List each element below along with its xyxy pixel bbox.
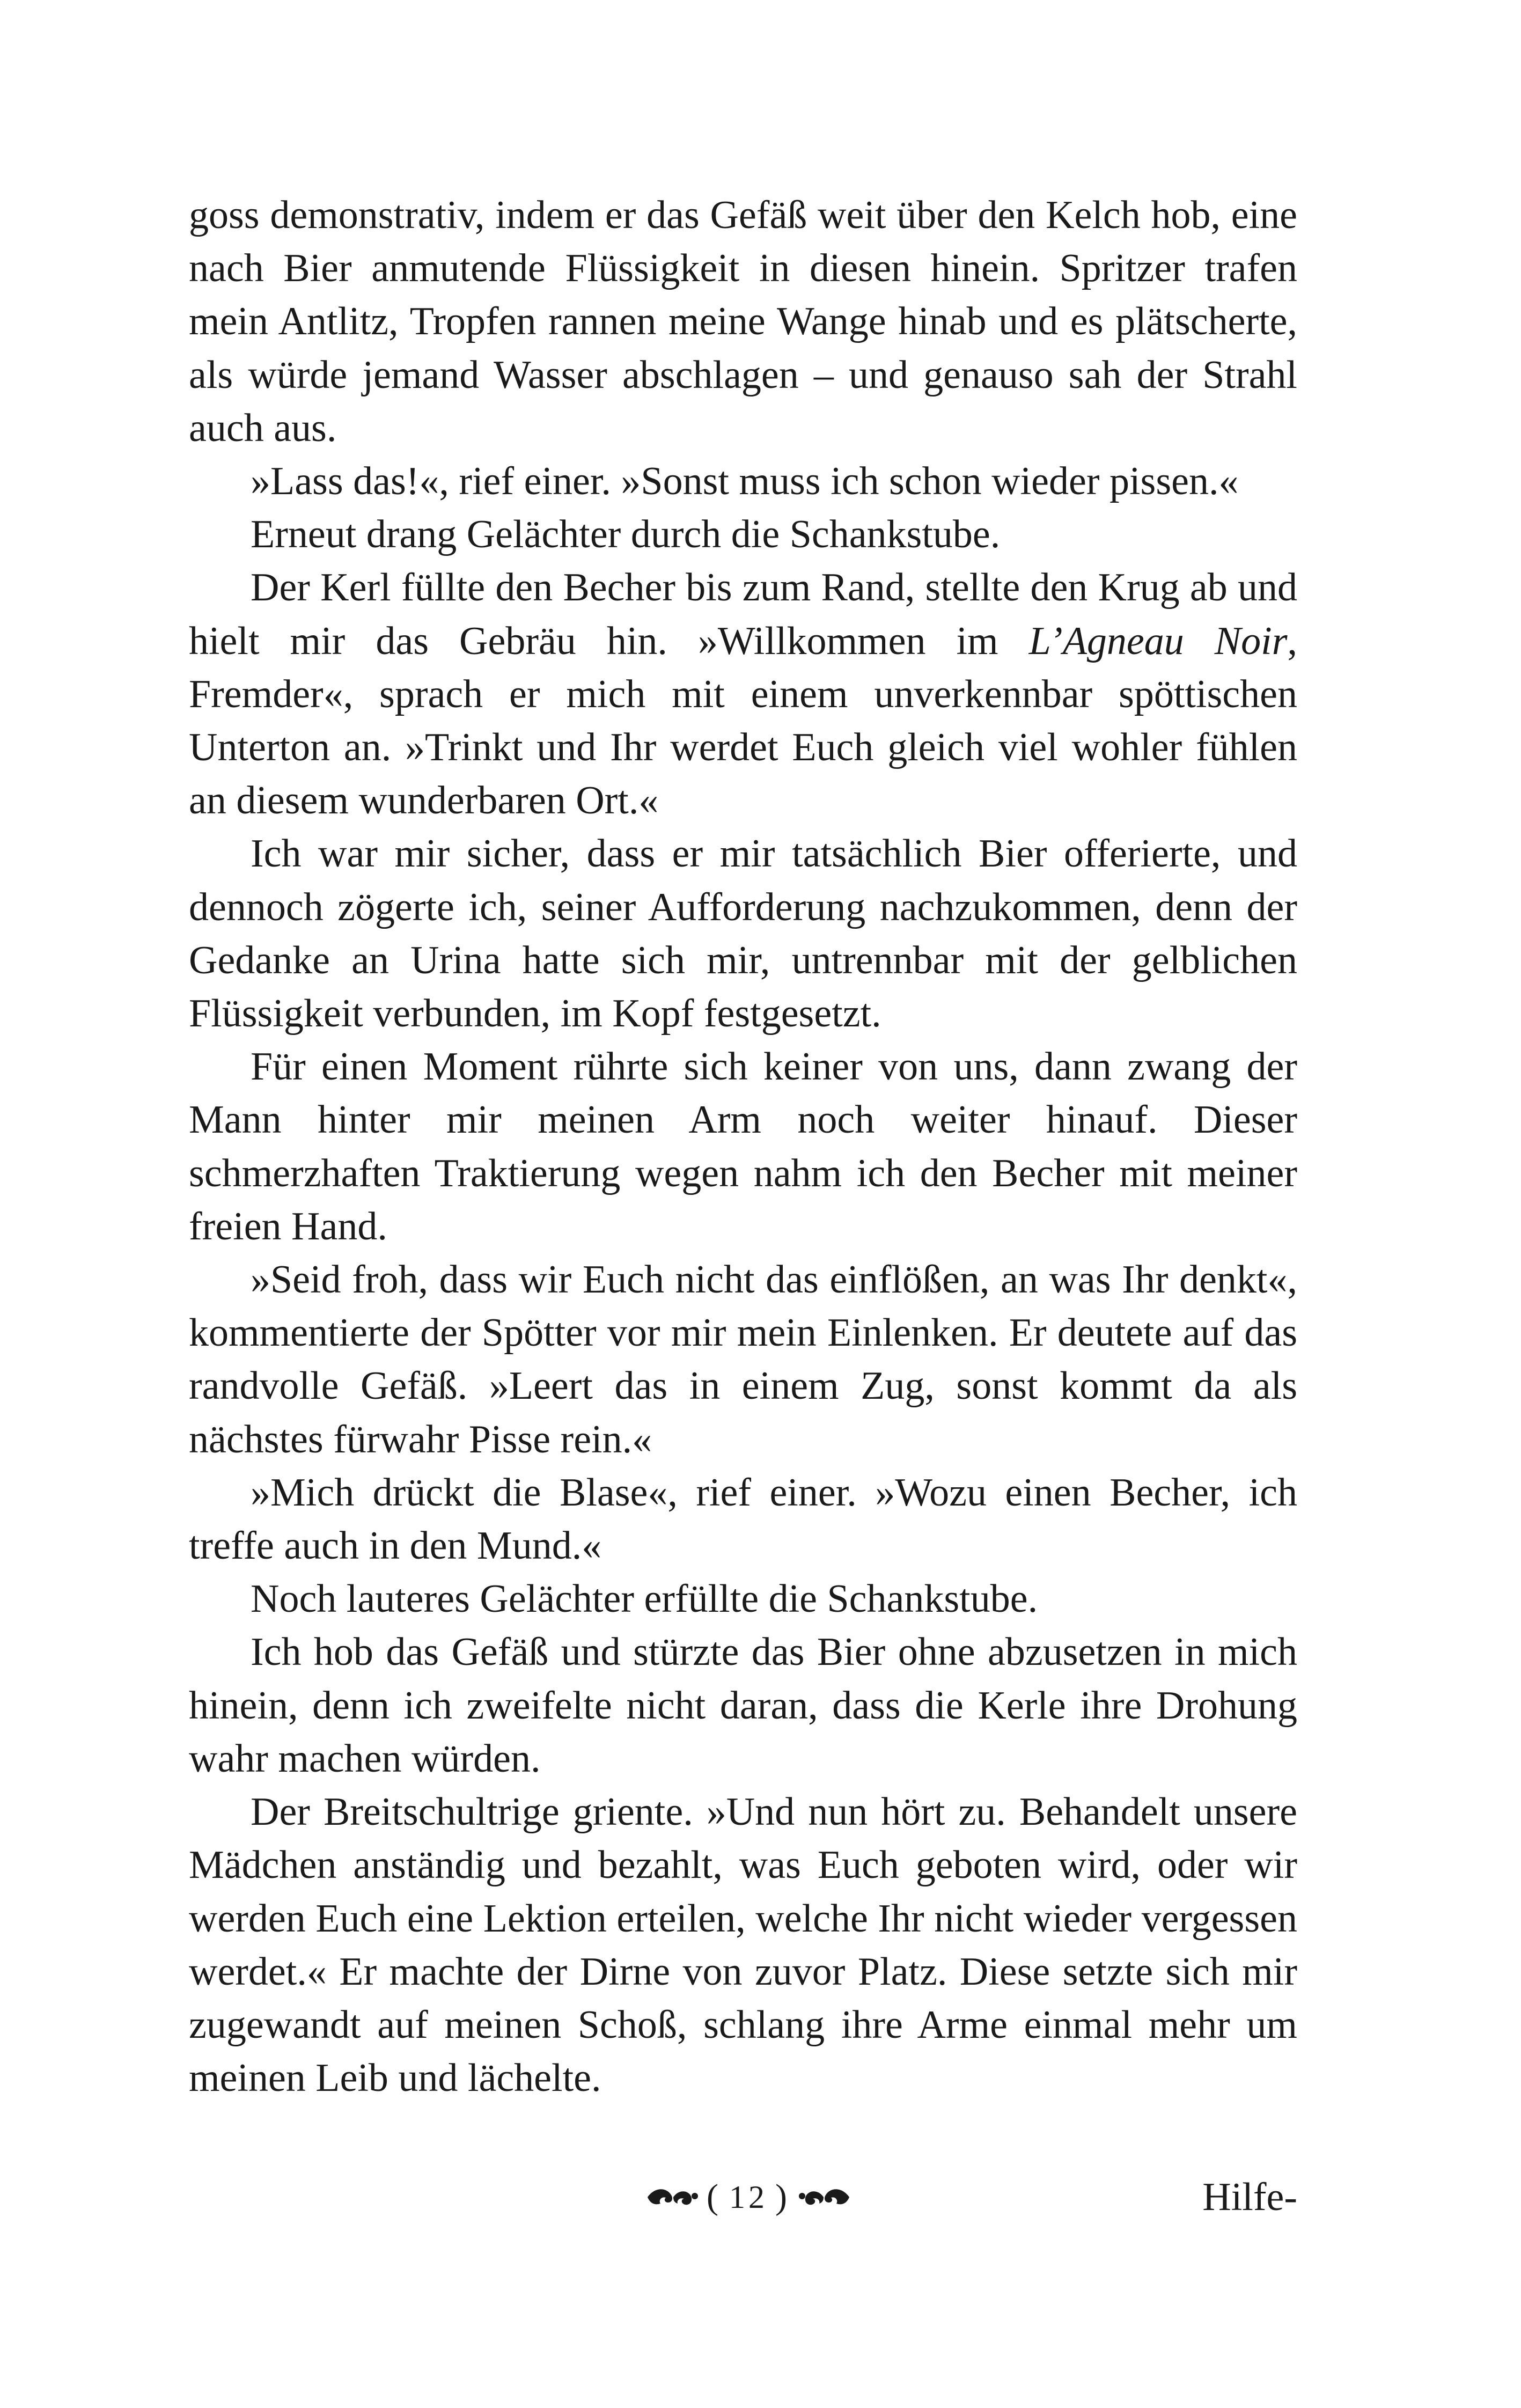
paragraph-4 — [189, 561, 1297, 827]
paragraph-9: Noch lauteres Gelächter erfüllte die Schankstube. — [251, 1577, 1038, 1621]
body-text — [189, 189, 1297, 2105]
open-paren: ( — [707, 2177, 722, 2216]
paragraph-6: Für einen Moment rührte sich keiner von uns, dann zwang der Mann hinter mir meinen Arm noch weiter hinauf. Dieser schmerzhaften Traktierung wegen nahm ich den Becher mit meiner freien Hand. — [189, 1045, 1297, 1249]
paragraph-8: »Mich drückt die Blase«, rief einer. »Wozu einen Becher, ich treffe auch in den Mund.« — [189, 1470, 1297, 1568]
right-fleuron-icon — [798, 2182, 851, 2212]
page-number: 12 — [729, 2179, 768, 2215]
paragraph-11: Der Breitschultrige griente. »Und nun hört zu. Behandelt unsere Mädchen anständig und bezahlt, was Euch geboten wird, oder wir werden Euch eine Lektion erteilen, welche Ihr nicht wieder vergessen werdet.« Er machte der Dirne von zuvor Platz. Diese setzte sich mir zugewandt auf meinen Schoß, schlang ihre Arme einmal mehr um meinen Leib und lächelte. — [189, 1790, 1297, 2101]
paragraph-4-text-b: , Fremder«, sprach er mich mit einem unverkennbar spöttischen Unterton an. »Trinkt und Ihr werdet Euch gleich viel wohler fühlen an diesem wunderbaren Ort.« — [189, 619, 1297, 823]
left-fleuron-icon — [645, 2182, 699, 2212]
catchword: Hilfe- — [1202, 2175, 1297, 2219]
inn-name: L’Agneau Noir — [1028, 619, 1288, 663]
paragraph-10: Ich hob das Gefäß und stürzte das Bier ohne abzusetzen in mich hinein, denn ich zweifelte nicht daran, dass die Kerle ihre Drohung wahr machen würden. — [189, 1630, 1297, 1781]
paragraph-2: »Lass das!«, rief einer. »Sonst muss ich schon wieder pissen.« — [251, 459, 1239, 504]
paragraph-5: Ich war mir sicher, dass er mir tatsächlich Bier offerierte, und dennoch zögerte ich, seiner Aufforderung nachzukommen, denn der Gedanke an Urina hatte sich mir, untrennbar mit der gelblichen Flüssigkeit verbunden, im Kopf festgesetzt. — [189, 832, 1297, 1036]
folio — [641, 2168, 856, 2227]
paragraph-7: »Seid froh, dass wir Euch nicht das einflößen, an was Ihr denkt«, kommentierte der Spötter vor mir mein Einlenken. Er deutete auf das randvolle Gefäß. »Leert das in einem Zug, sonst kommt da als nächstes fürwahr Pisse rein.« — [189, 1258, 1297, 1462]
paragraph-3: Erneut drang Gelächter durch die Schankstube. — [251, 512, 1001, 557]
paragraph-4-text-a: Der Kerl füllte den Becher bis zum Rand, stellte den Krug ab und hielt mir das Gebräu hin. »Willkommen im — [189, 566, 1297, 663]
page-footer — [0, 2168, 1521, 2227]
close-paren: ) — [775, 2177, 790, 2216]
paragraph-1: goss demonstrativ, indem er das Gefäß weit über den Kelch hob, eine nach Bier anmutende Flüssigkeit in diesen hinein. Spritzer trafen mein Antlitz, Tropfen rannen meine Wange hinab und es plätscherte, als würde jemand Wasser abschlagen – und genauso sah der Strahl auch aus. — [189, 193, 1297, 450]
